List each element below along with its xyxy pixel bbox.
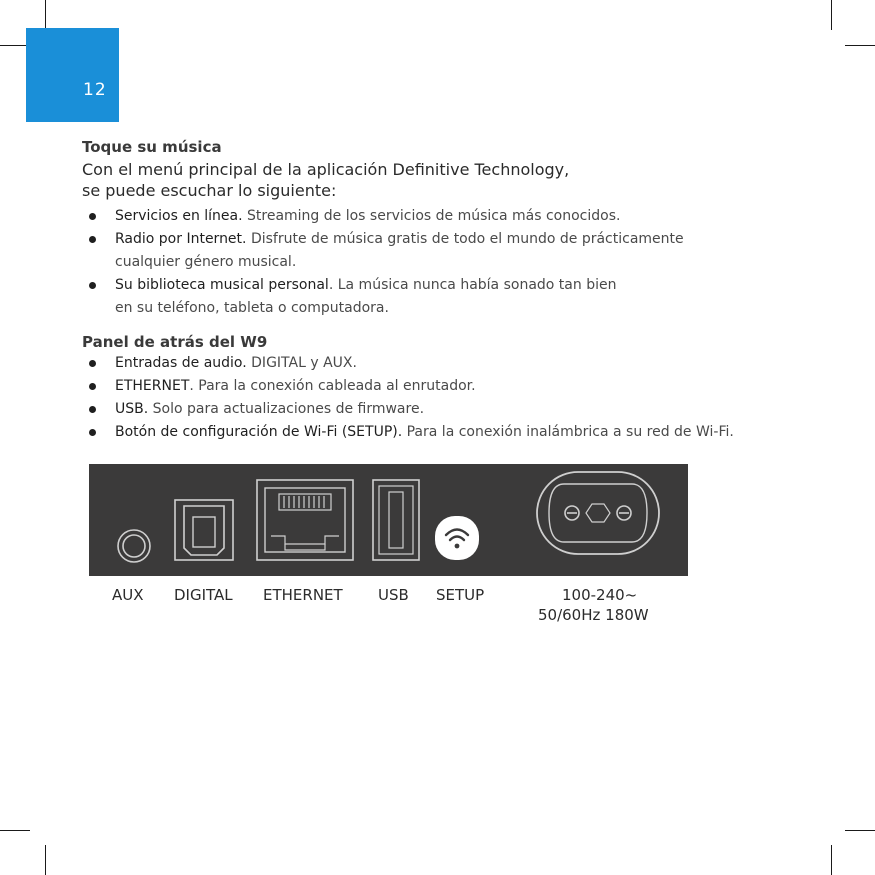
list-item: Entradas de audio. DIGITAL y AUX. xyxy=(82,352,842,375)
list-item: Botón de configuración de Wi-Fi (SETUP). Para la conexión inalámbrica a su red de Wi-Fi. xyxy=(82,421,842,444)
intro-text: Con el menú principal de la aplicación Definitive Technology, se puede escuchar lo siguiente: xyxy=(82,160,570,200)
section-title-music: Toque su música xyxy=(82,138,222,156)
label-aux: AUX xyxy=(112,586,144,604)
list-item: USB. Solo para actualizaciones de firmware. xyxy=(82,398,842,421)
label-digital: DIGITAL xyxy=(174,586,233,604)
back-panel-list xyxy=(82,352,842,444)
label-power-voltage: 100-240~ xyxy=(562,586,638,604)
bullet-icon xyxy=(89,213,96,220)
ethernet-port-icon xyxy=(257,480,353,560)
page-number: 12 xyxy=(83,80,107,100)
list-item: ETHERNET. Para la conexión cableada al enrutador. xyxy=(82,375,842,398)
label-power-spec: 50/60Hz 180W xyxy=(538,606,649,624)
usb-port-icon xyxy=(373,480,419,560)
bullet-icon xyxy=(89,282,96,289)
port-labels xyxy=(0,586,875,636)
crop-mark xyxy=(0,830,30,831)
label-ethernet: ETHERNET xyxy=(263,586,343,604)
main-content xyxy=(82,137,842,444)
list-item: Radio por Internet. Disfrute de música gratis de todo el mundo de prácticamente cualquier género musical. xyxy=(82,228,842,274)
bullet-icon xyxy=(89,429,96,436)
back-panel-diagram xyxy=(89,464,688,576)
back-panel-illustration xyxy=(89,464,688,576)
bullet-icon xyxy=(89,383,96,390)
label-usb: USB xyxy=(378,586,409,604)
page-number-tab xyxy=(26,28,119,122)
power-socket-icon xyxy=(537,472,659,554)
bullet-icon xyxy=(89,406,96,413)
list-item: Su biblioteca musical personal. La música nunca había sonado tan bien en su teléfono, tableta o computadora. xyxy=(82,274,842,320)
setup-button-icon xyxy=(435,516,479,560)
label-setup: SETUP xyxy=(436,586,485,604)
aux-port-icon xyxy=(118,530,150,562)
crop-mark xyxy=(831,845,832,875)
crop-mark xyxy=(845,830,875,831)
section-title-back-panel: Panel de atrás del W9 xyxy=(82,333,268,351)
crop-mark xyxy=(45,845,46,875)
digital-port-icon xyxy=(175,500,233,560)
bullet-icon xyxy=(89,236,96,243)
list-item: Servicios en línea. Streaming de los servicios de música más conocidos. xyxy=(82,205,842,228)
bullet-icon xyxy=(89,360,96,367)
crop-mark xyxy=(831,0,832,30)
music-sources-list xyxy=(82,205,842,320)
crop-mark xyxy=(845,45,875,46)
crop-mark xyxy=(45,0,46,30)
